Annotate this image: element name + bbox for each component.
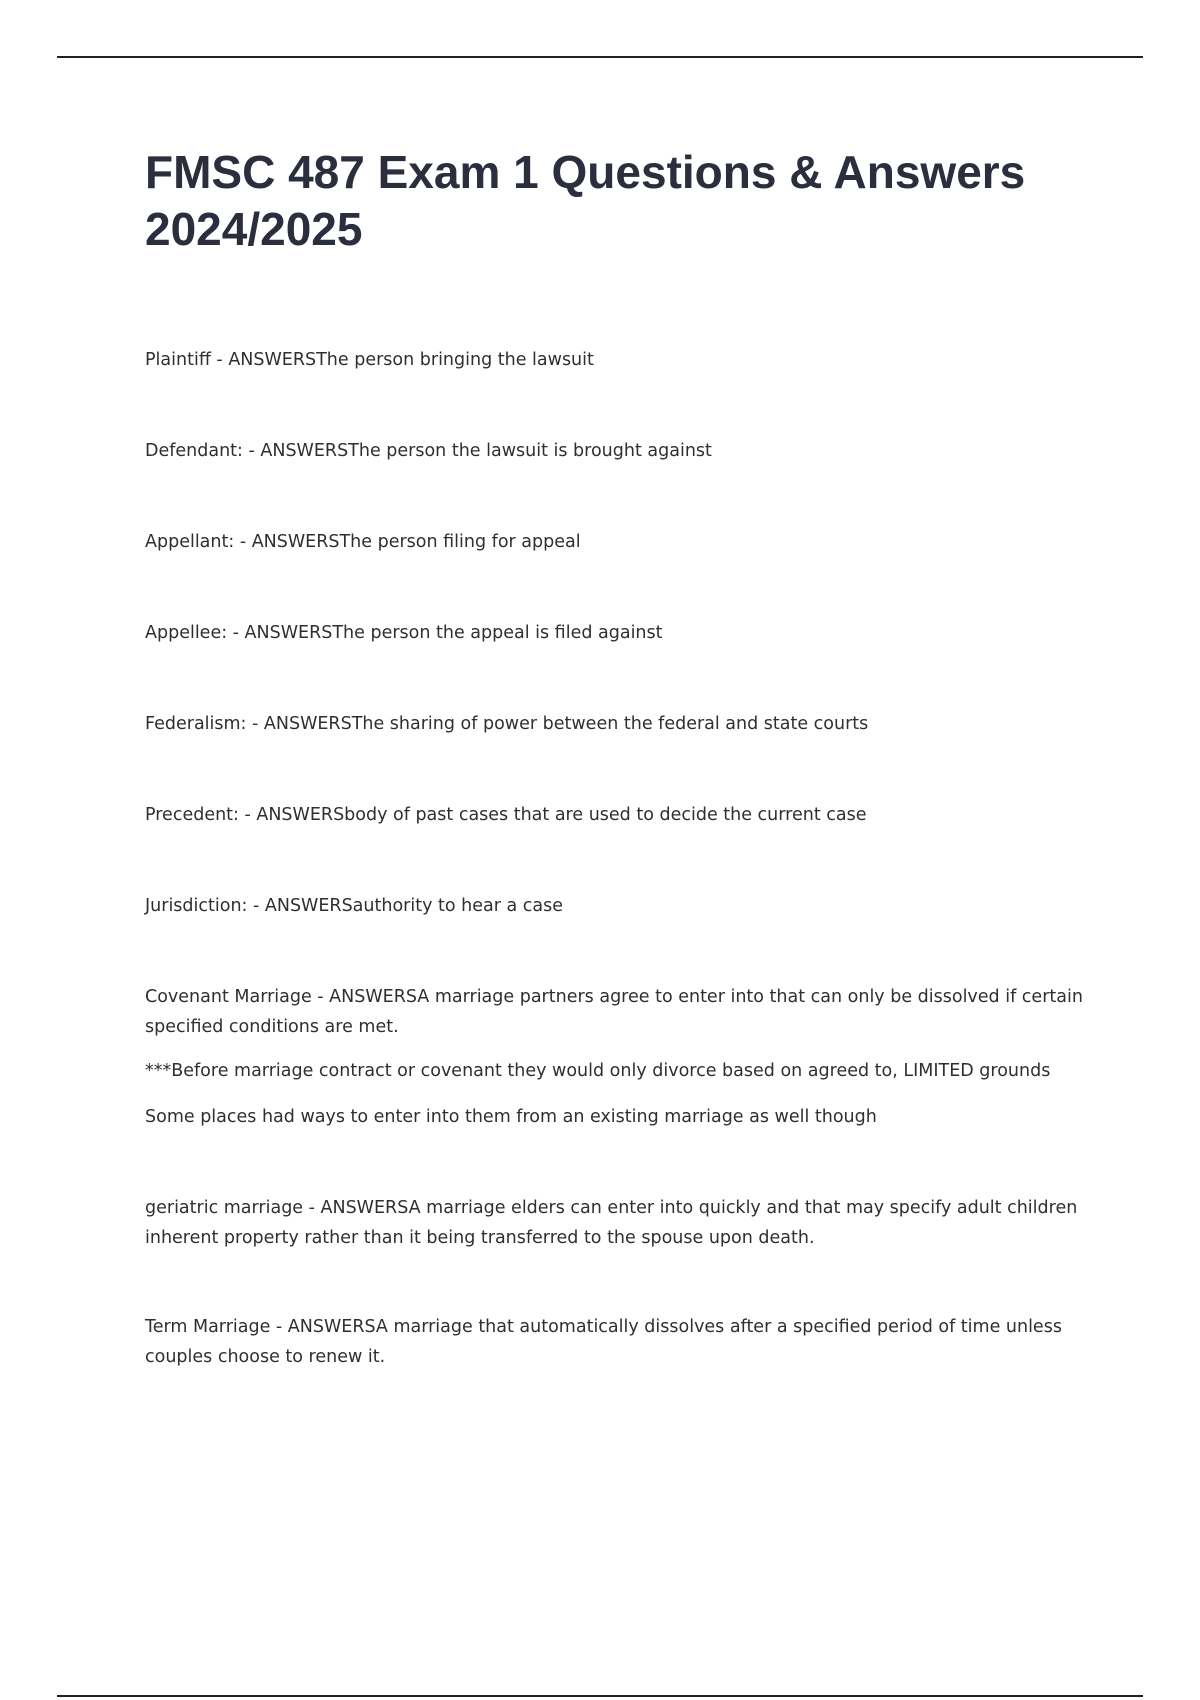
entry-defendant: Defendant: - ANSWERSThe person the lawsuit is brought against [145, 441, 712, 461]
entry-covenant-note-1: ***Before marriage contract or covenant they would only divorce based on agreed to, LIMITED grounds [145, 1061, 1051, 1081]
entry-term-marriage: Term Marriage - ANSWERSA marriage that automatically dissolves after a specified period of time unless couples choose to renew it. [145, 1317, 1062, 1367]
entry-geriatric-marriage: geriatric marriage - ANSWERSA marriage elders can enter into quickly and that may specify adult children inherent property rather than it being transferred to the spouse upon death. [145, 1198, 1078, 1248]
entry-jurisdiction: Jurisdiction: - ANSWERSauthority to hear a case [145, 896, 563, 916]
entry-appellee: Appellee: - ANSWERSThe person the appeal is filed against [145, 623, 663, 643]
entry-precedent: Precedent: - ANSWERSbody of past cases that are used to decide the current case [145, 805, 867, 825]
document-title: FMSC 487 Exam 1 Questions & Answers 2024/2025 [145, 146, 1026, 255]
entry-covenant-marriage: Covenant Marriage - ANSWERSA marriage partners agree to enter into that can only be dissolved if certain specified conditions are met. [145, 987, 1083, 1037]
entry-appellant: Appellant: - ANSWERSThe person filing for appeal [145, 532, 581, 552]
bottom-rule [57, 1695, 1143, 1697]
entry-covenant-note-2: Some places had ways to enter into them from an existing marriage as well though [145, 1107, 877, 1127]
top-rule [57, 56, 1143, 58]
entry-federalism: Federalism: - ANSWERSThe sharing of power between the federal and state courts [145, 714, 869, 734]
entry-plaintiff: Plaintiff - ANSWERSThe person bringing the lawsuit [145, 350, 594, 370]
